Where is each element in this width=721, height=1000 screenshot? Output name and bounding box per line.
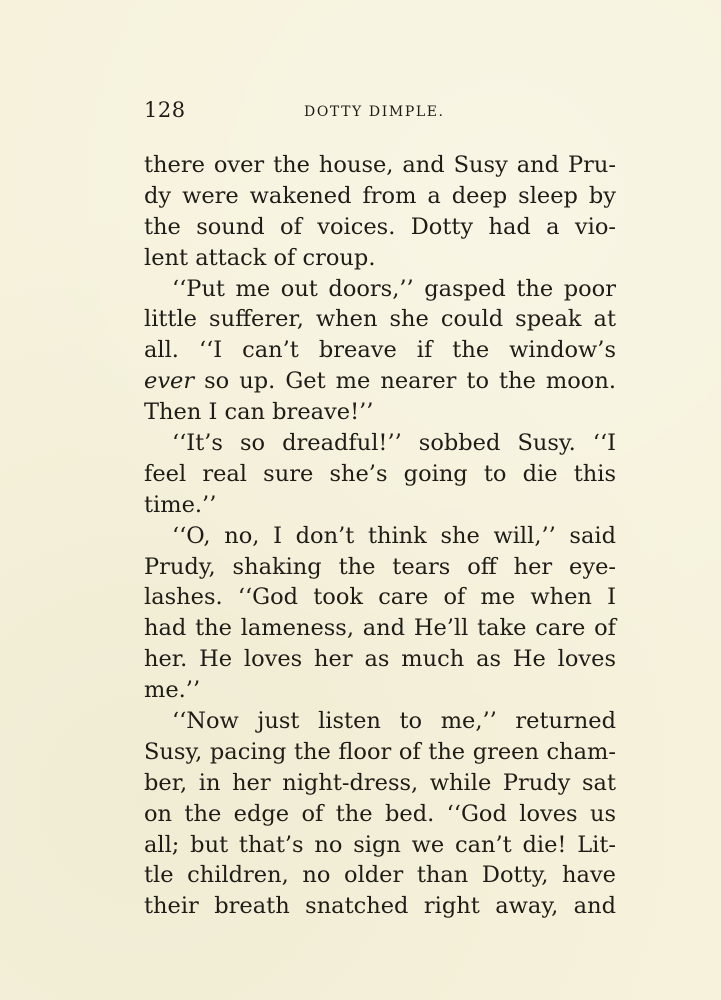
text-line: time.’’ (144, 491, 217, 518)
page-header (144, 98, 616, 128)
text-line: me.’’ (144, 677, 201, 704)
text-line: feel real sure she’s going to die this (144, 460, 616, 487)
body-text (144, 150, 616, 922)
text-line: there over the house, and Susy and Pru- (144, 152, 616, 178)
text-line: had the lameness, and He’ll take care of (144, 615, 616, 642)
text-line: ber, in her night-dress, while Prudy sat (144, 769, 616, 796)
text-line: tle children, no older than Dotty, have (144, 862, 616, 889)
text-line: the sound of voices. Dotty had a vio- (144, 213, 616, 240)
text-line: ‘‘Now just listen to me,’’ returned (172, 708, 616, 735)
text-line: ‘‘It’s so dreadful!’’ sobbed Susy. ‘‘I (172, 430, 616, 457)
text-line: her. He loves her as much as He loves (144, 646, 616, 673)
running-title: DOTTY DIMPLE. (304, 104, 445, 120)
text-span: so up. Get me nearer to the moon. (194, 368, 616, 395)
text-line: on the edge of the bed. ‘‘God loves us (144, 800, 616, 827)
text-line: ‘‘O, no, I don’t think she will,’’ said (172, 522, 616, 549)
text-line: Prudy, shaking the tears off her eye- (144, 553, 616, 580)
text-line: all; but that’s no sign we can’t die! Lit- (144, 831, 616, 858)
text-line: ‘‘Put me out doors,’’ gasped the poor (172, 275, 616, 302)
text-line: dy were wakened from a deep sleep by (144, 182, 616, 209)
text-line: Then I can breave!’’ (144, 399, 374, 426)
page-number: 128 (144, 98, 186, 122)
text-line-with-italic (144, 366, 616, 397)
text-line: lent attack of croup. (144, 244, 376, 271)
text-line: lashes. ‘‘God took care of me when I (144, 584, 616, 611)
text-line: their breath snatched right away, and (144, 893, 616, 920)
text-line: Susy, pacing the floor of the green cham- (144, 738, 616, 765)
text-line: all. ‘‘I can’t breave if the window’s (144, 337, 616, 364)
text-line: little sufferer, when she could speak at (144, 306, 616, 333)
italic-word: ever (144, 368, 195, 395)
